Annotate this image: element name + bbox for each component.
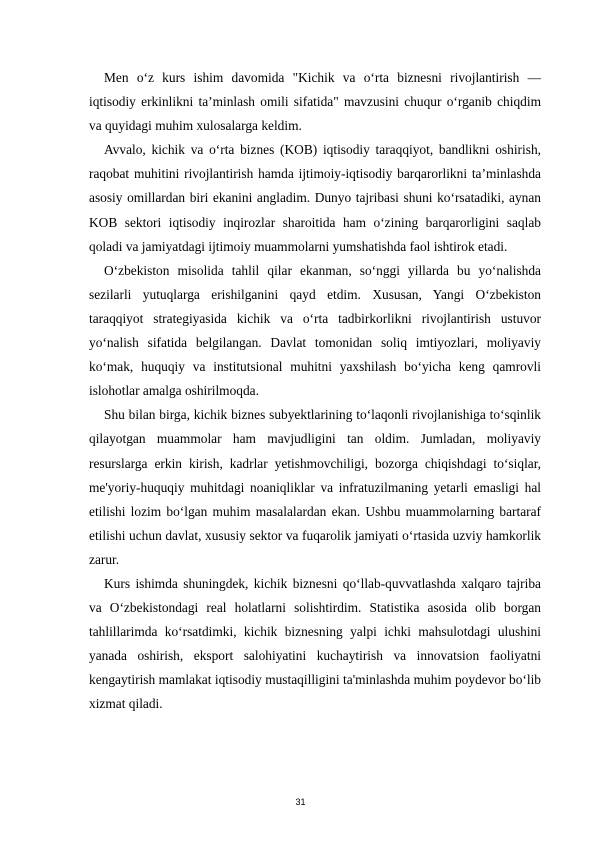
paragraph-4: Shu bilan birga, kichik biznes subyektlarining to‘laqonli rivojlanishiga to‘sqinlik qilayotgan muammolar ham mavjudligini tan oldim. Jumladan, moliyaviy resurslarga erkin kirish, kadrlar yetishmovchiligi, bozorga chiqishdagi to‘siqlar, me'yoriy-huquqiy muhitdagi noaniqliklar va infratuzilmaning yetarli emasligi hal etilishi lozim bo‘lgan muhim masalalardan ekan. Ushbu muammolarning bartaraf etilishi uchun davlat, xususiy sektor va fuqarolik jamiyati o‘rtasida uzviy hamkorlik zarur. (89, 407, 541, 567)
paragraph-5: Kurs ishimda shuningdek, kichik biznesni qo‘llab-quvvatlashda xalqaro tajriba va O‘zbekistondagi real holatlarni solishtirdim. Statistika asosida olib borgan tahlillarimda ko‘rsatdimki, kichik biznesning yalpi ichki mahsulotdagi ulushini yanada oshirish, eksport salohiyatini kuchaytirish va innovatsion faoliyatni kengaytirish mamlakat iqtisodiy mustaqilligini ta'minlashda muhim poydevor bo‘lib xizmat qiladi. (89, 575, 541, 712)
body-text (89, 66, 541, 717)
paragraph-2: Avvalo, kichik va o‘rta biznes (KOB) iqtisodiy taraqqiyot, bandlikni oshirish, raqobat muhitini rivojlantirish hamda ijtimoiy-iqtisodiy barqarorlikni ta’minlashda asosiy omillardan biri ekanini angladim. Dunyo tajribasi shuni ko‘rsatadiki, aynan KOB sektori iqtisodiy inqirozlar sharoitida ham o‘zining barqarorligini saqlab qoladi va jamiyatdagi ijtimoiy muammolarni yumshatishda faol ishtirok etadi. (89, 142, 541, 254)
paragraph-1: Men o‘z kurs ishim davomida "Kichik va o‘rta biznesni rivojlantirish — iqtisodiy erkinlikni ta’minlash omili sifatida" mavzusini chuqur o‘rganib chiqdim va quyidagi muhim xulosalarga keldim. (89, 70, 541, 134)
paragraph-3: O‘zbekiston misolida tahlil qilar ekanman, so‘nggi yillarda bu yo‘nalishda sezilarli yutuqlarga erishilganini qayd etdim. Xususan, Yangi O‘zbekiston taraqqiyot strategiyasida kichik va o‘rta tadbirkorlikni rivojlantirish ustuvor yo‘nalish sifatida belgilangan. Davlat tomonidan soliq imtiyozlari, moliyaviy ko‘mak, huquqiy va institutsional muhitni yaxshilash bo‘yicha keng qamrovli islohotlar amalga oshirilmoqda. (89, 262, 541, 399)
page-number: 31 (295, 797, 306, 807)
